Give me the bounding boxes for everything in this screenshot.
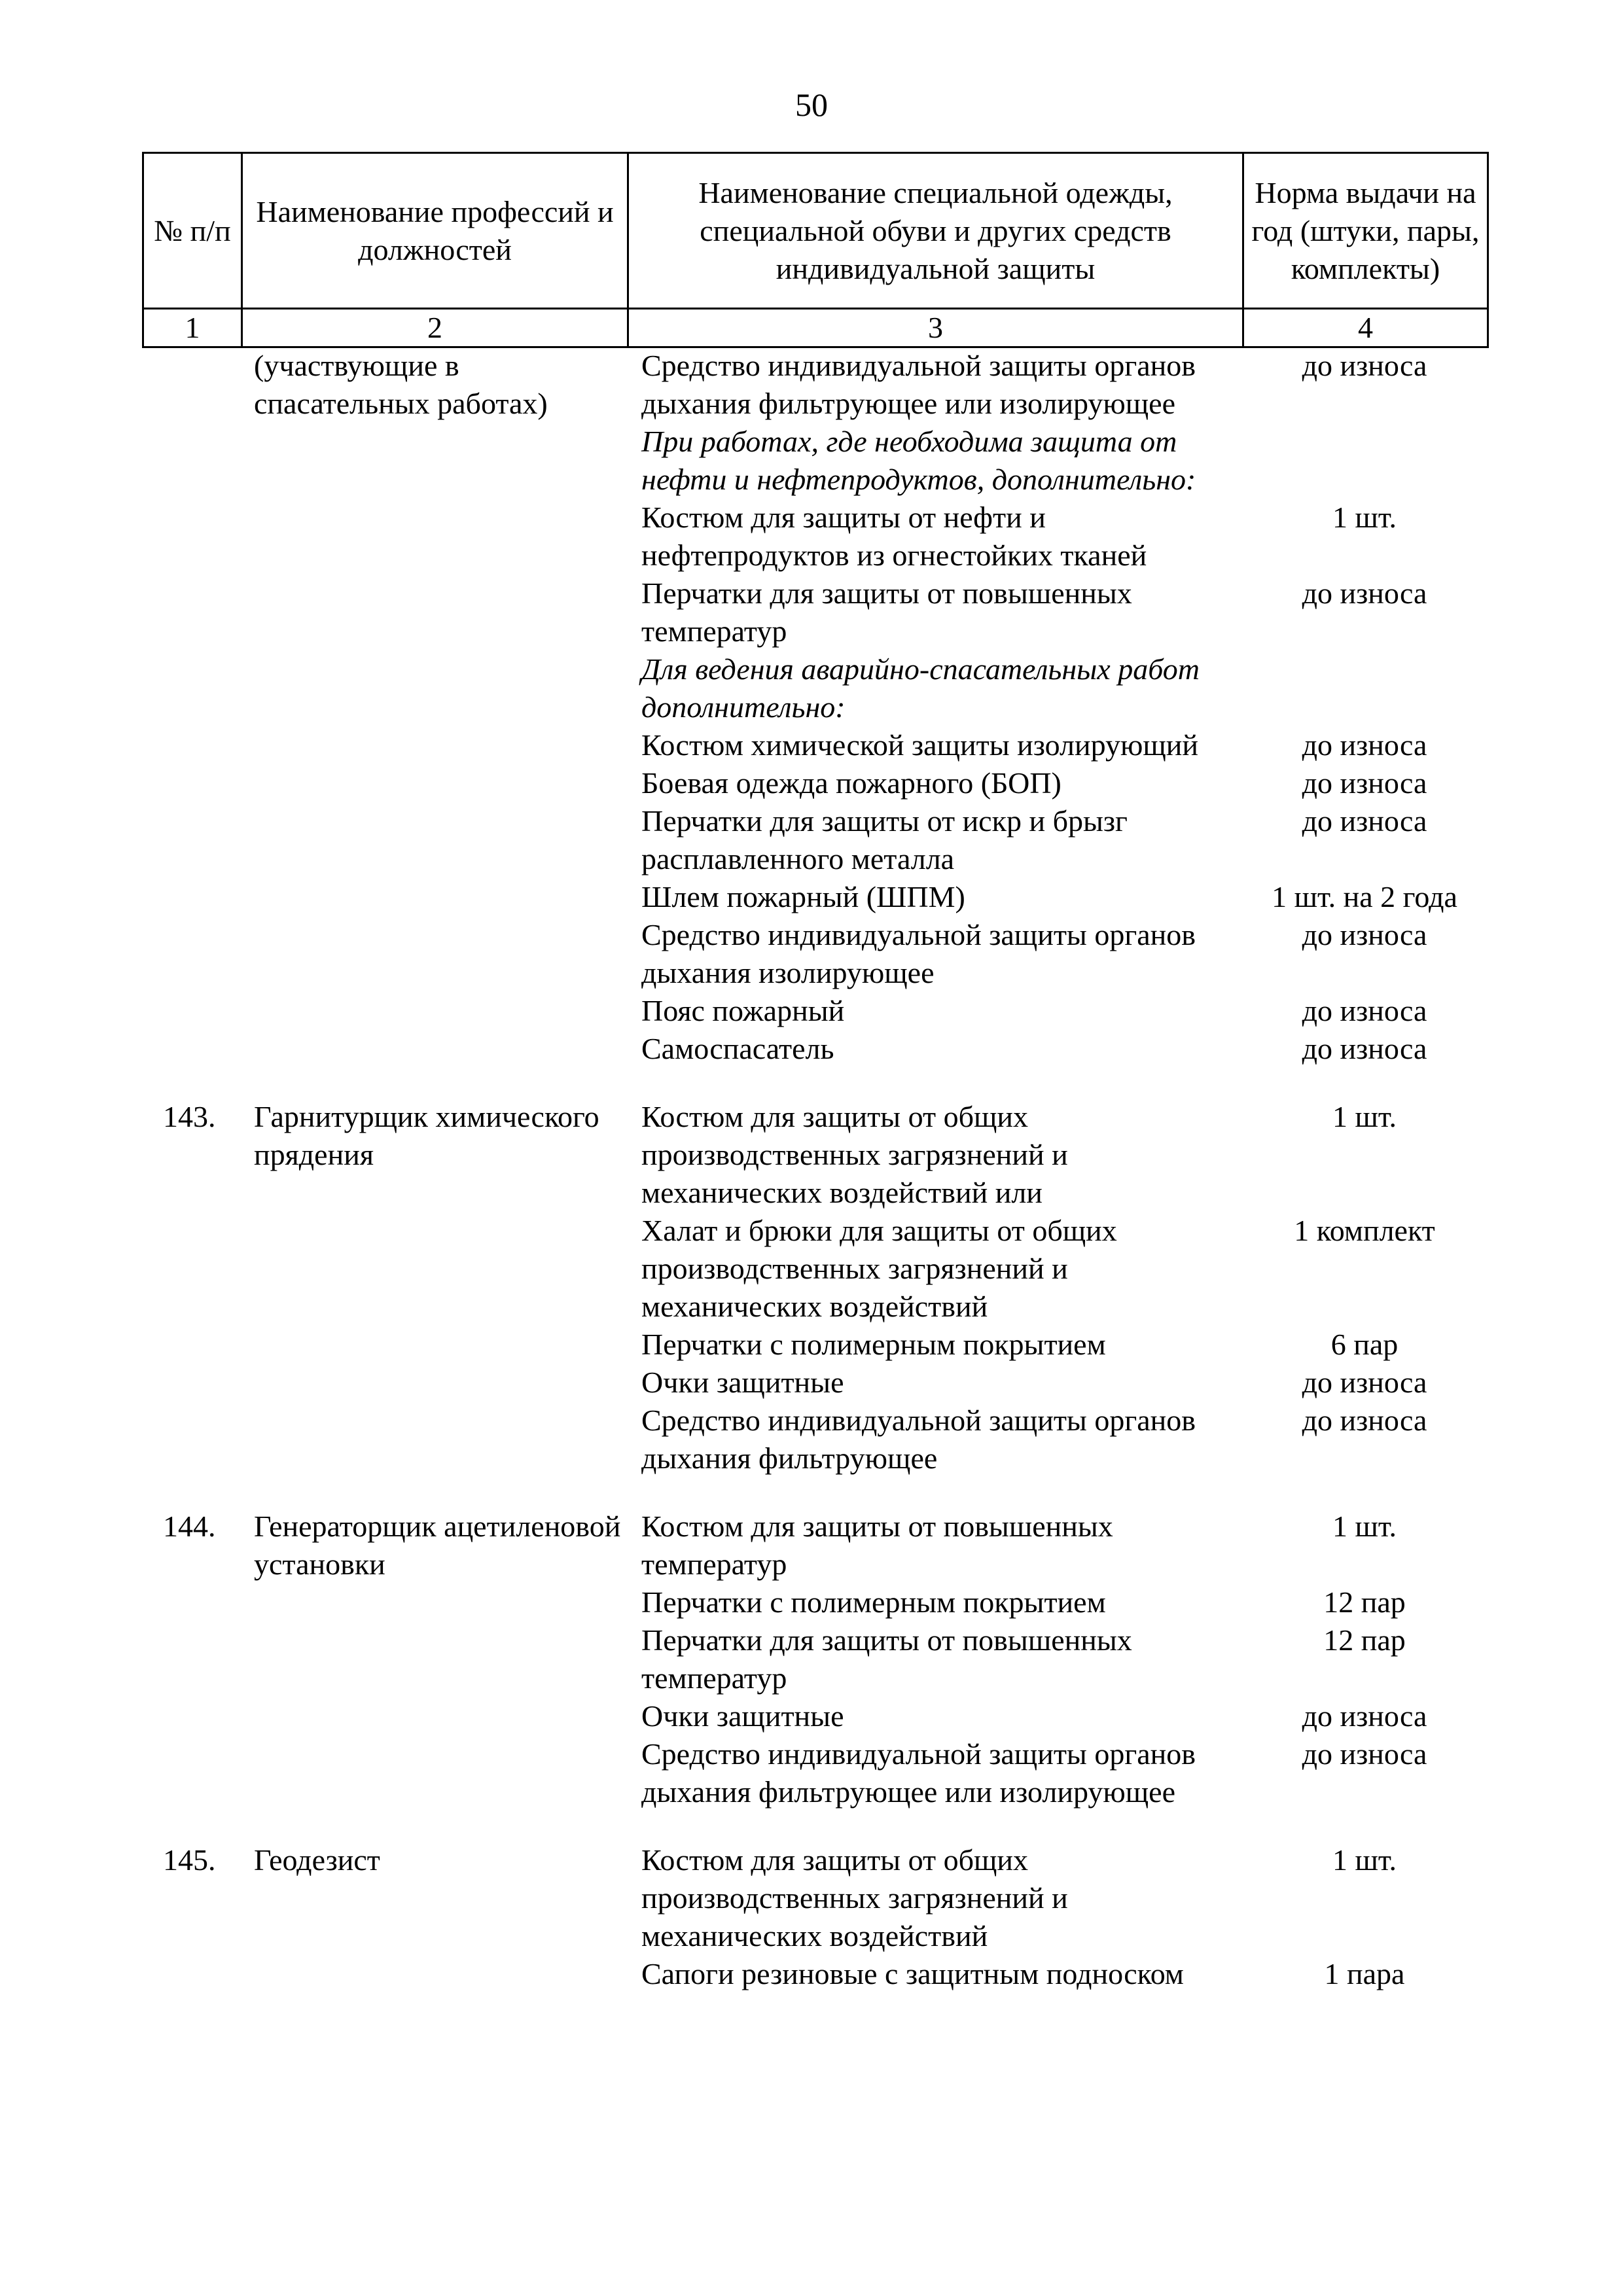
equipment-item: Костюм для защиты от общих производственных загрязнений и механических воздействий или: [641, 1100, 1068, 1209]
issue-norm: 1 комплект: [1294, 1214, 1435, 1247]
table-row: [142, 1697, 1487, 1735]
equipment-item: Перчатки с полимерным покрытием: [641, 1585, 1106, 1619]
issue-norm: до износа: [1302, 1366, 1427, 1399]
equipment-item: Костюм для защиты от общих производственных загрязнений и механических воздействий: [641, 1843, 1068, 1952]
equipment-item: Боевая одежда пожарного (БОП): [641, 766, 1061, 800]
column-number-row: [143, 309, 1488, 347]
table-header: [142, 152, 1489, 348]
table-row: [142, 1402, 1487, 1477]
row-number: 144.: [163, 1510, 216, 1543]
issue-norm: 12 пар: [1323, 1623, 1406, 1657]
table-row: [142, 499, 1487, 574]
issue-norm: 6 пар: [1330, 1328, 1399, 1361]
equipment-item: Перчатки для защиты от повышенных температур: [641, 576, 1132, 648]
header-profession: Наименование профессий и должностей: [242, 153, 628, 309]
table-row: [142, 802, 1487, 878]
equipment-item: Очки защитные: [641, 1366, 844, 1399]
issue-norm: до износа: [1302, 766, 1427, 800]
profession-name: Генераторщик ацетиленовой установки: [254, 1510, 621, 1581]
issue-norm: 1 пара: [1324, 1957, 1405, 1990]
equipment-item: Средство индивидуальной защиты органов дыхания фильтрующее или изолирующее: [641, 1737, 1196, 1809]
table-row: [142, 1841, 1487, 1955]
table-row: [142, 1735, 1487, 1811]
issue-norm: до износа: [1302, 1699, 1427, 1733]
equipment-item: Очки защитные: [641, 1699, 844, 1733]
page-number: 50: [795, 86, 828, 123]
equipment-item: Костюм химической защиты изолирующий: [641, 728, 1199, 762]
issue-norm: до износа: [1302, 1737, 1427, 1771]
issue-norm: 1 шт. на 2 года: [1272, 880, 1457, 913]
equipment-item: Сапоги резиновые с защитным подноском: [641, 1957, 1184, 1990]
profession-entry: [142, 1841, 1487, 1993]
issue-norm: до износа: [1302, 1032, 1427, 1065]
profession-entry: [142, 1508, 1487, 1811]
equipment-item: Халат и брюки для защиты от общих производственных загрязнений и механических воздействий: [641, 1214, 1117, 1323]
issue-norm: до износа: [1302, 349, 1427, 382]
issue-norm: 1 шт.: [1332, 1843, 1397, 1877]
table-row: [142, 1098, 1487, 1212]
equipment-item: Костюм для защиты от нефти и нефтепродуктов из огнестойких тканей: [641, 501, 1147, 572]
table-row: [142, 1583, 1487, 1621]
table-body: [142, 347, 1487, 1993]
table-row: [142, 574, 1487, 650]
table-row: [142, 764, 1487, 802]
issue-norm: 1 шт.: [1332, 1510, 1397, 1543]
equipment-item: Средство индивидуальной защиты органов дыхания фильтрующее или изолирующее: [641, 349, 1196, 420]
column-number-2: 2: [242, 309, 628, 347]
issue-norm: до износа: [1302, 804, 1427, 838]
table-row: [142, 1326, 1487, 1364]
row-number: 143.: [163, 1100, 216, 1133]
issue-norm: до износа: [1302, 576, 1427, 610]
column-number-4: 4: [1243, 309, 1488, 347]
profession-entry: [142, 347, 1487, 1068]
table-row: [142, 726, 1487, 764]
header-equipment: Наименование специальной одежды, специальной обуви и других средств индивидуальной защиты: [628, 153, 1243, 309]
table-row: [142, 423, 1487, 499]
header-number: № п/п: [143, 153, 242, 309]
equipment-item: Костюм для защиты от повышенных температур: [641, 1510, 1113, 1581]
equipment-item: Средство индивидуальной защиты органов дыхания фильтрующее: [641, 1404, 1196, 1475]
table-row: [142, 992, 1487, 1030]
row-number: 145.: [163, 1843, 216, 1877]
header-row: [143, 153, 1488, 309]
column-number-3: 3: [628, 309, 1243, 347]
section-note: Для ведения аварийно-спасательных работ дополнительно:: [641, 652, 1200, 724]
equipment-item: Перчатки с полимерным покрытием: [641, 1328, 1106, 1361]
table-row: [142, 650, 1487, 726]
table-row: [142, 347, 1487, 423]
profession-entry: [142, 1098, 1487, 1477]
issue-norm: до износа: [1302, 994, 1427, 1027]
equipment-item: Перчатки для защиты от повышенных температур: [641, 1623, 1132, 1695]
table-row: [142, 878, 1487, 916]
issue-norm: 1 шт.: [1332, 501, 1397, 534]
table-row: [142, 1955, 1487, 1993]
header-norm: Норма выдачи на год (штуки, пары, комплекты): [1243, 153, 1488, 309]
table-row: [142, 1364, 1487, 1402]
profession-name: Гарнитурщик химического прядения: [254, 1100, 599, 1171]
equipment-item: Перчатки для защиты от искр и брызг расплавленного металла: [641, 804, 1128, 875]
issue-norm: 12 пар: [1323, 1585, 1406, 1619]
equipment-item: Шлем пожарный (ШПМ): [641, 880, 965, 913]
profession-name: (участвующие в спасательных работах): [254, 349, 548, 420]
issue-norm: до износа: [1302, 918, 1427, 951]
table-row: [142, 1621, 1487, 1697]
column-number-1: 1: [143, 309, 242, 347]
profession-name: Геодезист: [254, 1843, 380, 1877]
section-note: При работах, где необходима защита от нефти и нефтепродуктов, дополнительно:: [641, 425, 1196, 496]
equipment-item: Пояс пожарный: [641, 994, 845, 1027]
table-row: [142, 1030, 1487, 1068]
table-row: [142, 1508, 1487, 1583]
issue-norm: до износа: [1302, 728, 1427, 762]
table-row: [142, 1212, 1487, 1326]
issue-norm: до износа: [1302, 1404, 1427, 1437]
table-row: [142, 916, 1487, 992]
issue-norm: 1 шт.: [1332, 1100, 1397, 1133]
equipment-item: Средство индивидуальной защиты органов дыхания изолирующее: [641, 918, 1196, 989]
equipment-item: Самоспасатель: [641, 1032, 834, 1065]
